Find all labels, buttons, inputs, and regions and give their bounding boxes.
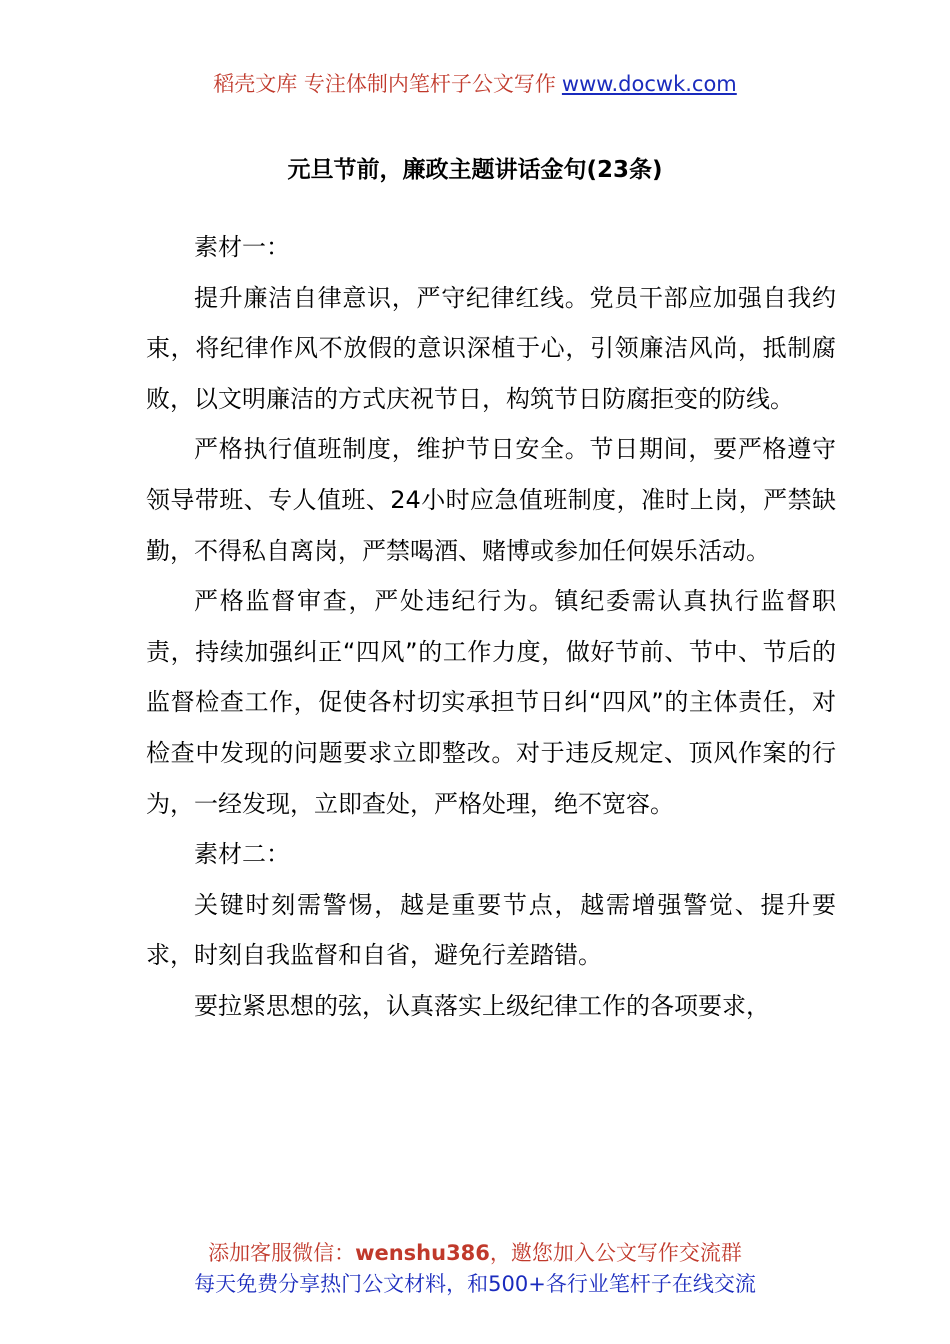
document-title: 元旦节前，廉政主题讲话金句(23条) xyxy=(287,157,663,183)
footer-contact-prefix: 添加客服微信： xyxy=(208,1241,356,1265)
paragraph: 要拉紧思想的弦，认真落实上级纪律工作的各项要求， xyxy=(194,991,770,1020)
paragraph: 提升廉洁自律意识，严守纪律红线。党员干部应加强自我约束，将纪律作风不放假的意识深植于心，引领廉洁风尚，抵制腐败，以文明廉洁的方式庆祝节日，构筑节日防腐拒变的防线。 xyxy=(146,283,836,413)
footer-promo-line: 每天免费分享热门公文材料，和500+各行业笔杆子在线交流 xyxy=(194,1272,756,1296)
document-body xyxy=(146,222,836,1032)
paragraph: 关键时刻需警惕，越是重要节点，越需增强警觉、提升要求，时刻自我监督和自省，避免行差踏错。 xyxy=(146,890,836,970)
site-url-link[interactable]: www.docwk.com xyxy=(561,72,737,96)
site-name: 稻壳文库 专注体制内笔杆子公文写作 xyxy=(213,72,556,96)
wechat-id: wenshu386 xyxy=(355,1241,490,1265)
section-heading: 素材一： xyxy=(194,233,290,261)
page-header xyxy=(0,68,950,100)
paragraph: 严格执行值班制度，维护节日安全。节日期间，要严格遵守领导带班、专人值班、24小时应急值班制度，准时上岗，严禁缺勤，不得私自离岗，严禁喝酒、赌博或参加任何娱乐活动。 xyxy=(146,435,836,565)
paragraph: 严格监督审查，严处违纪行为。镇纪委需认真执行监督职责，持续加强纠正“四风”的工作力度，做好节前、节中、节后的监督检查工作，促使各村切实承担节日纠“四风”的主体责任，对检查中发现的问题要求立即整改。对于违反规定、顶风作案的行为，一经发现，立即查处，严格处理，绝不宽容。 xyxy=(146,587,836,818)
footer-contact-suffix: ，邀您加入公文写作交流群 xyxy=(489,1241,742,1265)
footer-contact-line xyxy=(0,1238,950,1269)
page-footer xyxy=(0,1238,950,1300)
section-heading: 素材二： xyxy=(194,840,290,869)
